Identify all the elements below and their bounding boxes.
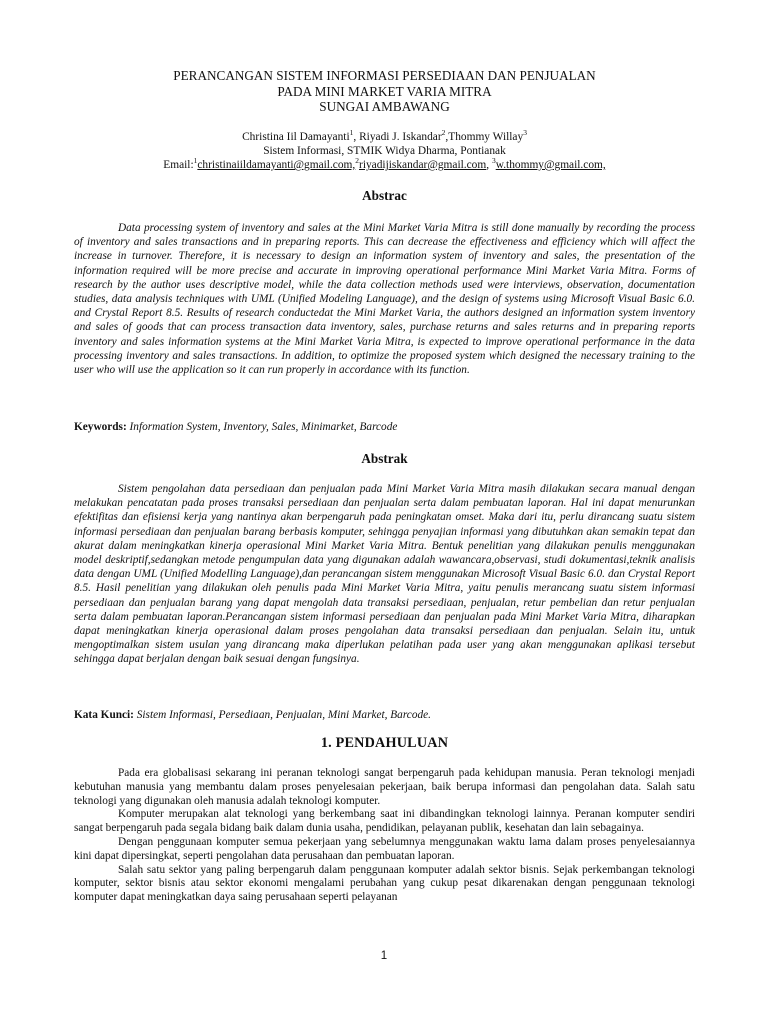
email-1-link[interactable]: christinaiildamayanti@gmail.com,: [197, 159, 356, 171]
affiliation: Sistem Informasi, STMIK Widya Dharma, Pontianak: [263, 145, 506, 157]
body-paragraph-2: Komputer merupakan alat teknologi yang berkembang saat ini dibandingkan teknologi lainnya. Peranan komputer sendiri sangat berpengaruh pada segala bidang baik dalam dunia usaha, pendidikan, pelayanan publik, kesehatan dan lain sebagainya.: [74, 808, 695, 835]
body-paragraph-1: Pada era globalisasi sekarang ini peranan teknologi sangat berpengaruh pada kehidupan manusia. Peran teknologi menjadi kebutuhan manusia yang membantu dalam proses penyelesaian pekerjaan, baik berupa informasi dan pengolahan data. Salah satu teknologi yang digunakan oleh manusia adalah teknologi komputer.: [74, 767, 695, 807]
email-3-link[interactable]: w.thommy@gmail.com,: [495, 159, 606, 171]
title-line-2: PADA MINI MARKET VARIA MITRA: [277, 83, 492, 99]
keywords-en: [74, 420, 695, 434]
author-1-sup: 1: [349, 128, 354, 138]
section-heading-pendahuluan: 1. PENDAHULUAN: [320, 735, 449, 751]
body-paragraph-4: Salah satu sektor yang paling berpengaruh dalam penggunaan komputer adalah sektor bisnis. Sejak perkembangan teknologi komputer, sektor bisnis atau sektor ekonomi mengalami perubahan yang cukup pesat dikarenakan dengan penggunaan teknologi komputer dapat meningkatkan daya saing perusahaan seperti pelayanan: [74, 863, 695, 904]
author-names: [74, 130, 695, 144]
abstract-id-text: Sistem pengolahan data persediaan dan penjualan pada Mini Market Varia Mitra masih dilakukan secara manual dengan melakukan pencatatan pada proses transaksi persediaan dan penjualan serta dalam pembuatan laporan. Hal ini dapat menurunkan efektifitas dan efisiensi kerja yang nantinya akan berpengaruh pada peningkatan omset. Maka dari itu, perlu dirancang suatu sistem informasi persediaan dan penjualan barang berbasis komputer, sehingga penyajian informasi yang dibutuhkan akan semakin tepat dan akurat dalam meningkatkan kinerja operasional Mini Market Varia Mitra. Bentuk penelitian yang dilakukan penulis menggunakan model deskriptif,sedangkan metode pengumpulan data yang digunakan adalah wawancara,observasi, studi dokumentasi,teknik analisis data dengan UML (Unified Modelling Language),dan perancangan sistem menggunakan Microsoft Visual Basic 6.0. dan Crystal Report 8.5. Hasil penelitian yang dilakukan oleh penulis pada Mini Market Varia Mitra, yaitu penulis merancang suatu sistem informasi persediaan dan penjualan barang yang dapat mengolah data transaksi persediaan, penjualan, retur pembelian dan retur penjualan serta dalam pembuatan laporan.Perancangan sistem informasi persediaan dan penjualan pada Mini Market Varia Mitra, diharapkan dapat meningkatkan kinerja operasional dalam proses pengolahan data transaksi persediaan dan penjualan. Selain itu, untuk mengoptimalkan sistem usulan yang dirancang maka diperlukan pelatihan pada user yang akan menggunakan aplikasi tersebut sehingga dapat berjalan dengan baik sesuai dengan fungsinya.: [74, 483, 695, 666]
email-1-sup: 1: [193, 156, 198, 166]
author-2: , Riyadi J. Iskandar: [353, 131, 442, 143]
keywords-id: [74, 708, 695, 722]
email-separator: ,: [486, 159, 492, 171]
abstract-id-heading: Abstrak: [361, 451, 408, 466]
author-1: Christina Iil Damayanti: [242, 131, 350, 143]
keywords-id-label: Kata Kunci:: [74, 709, 134, 721]
keywords-en-label: Keywords:: [74, 421, 127, 433]
email-2-link[interactable]: riyadijiskandar@gmail.com: [359, 159, 487, 171]
author-3: ,Thommy Willay: [445, 131, 524, 143]
abstract-en-text: Data processing system of inventory and sales at the Mini Market Varia Mitra is still done manually by recording the process of inventory and sales transactions and in preparing reports. This can decrease the effectiveness and efficiency which will affect the increase in turnover. Therefore, it is necessary to design an information system of inventory and sales, the presentation of the information required will be more precise and accurate in improving operational performance Mini Market Varia Mitra. Forms of research by the author uses descriptive model, while the data collection methods used were interviews, observation, documentation studies, data analysis techniques with UML (Unified Modeling Language), and the design of systems using Microsoft Visual Basic 6.0. and Crystal Report 8.5. Results of research conductedat the Mini Market Varia, the authors designed an information system inventory and sales of goods that can process transaction data inventory, sales, purchase returns and sales returns and in preparing reports inventory and sales information systems at the Mini Market Varia Mitra, is expected to improve operational performance in the data processing inventory and sales transactions. In addition, to optimize the proposed system which designed the necessary training to the user who will use the application so it can run properly in accordance with its function.: [74, 222, 695, 377]
paper-title: [74, 68, 695, 115]
email-3-sup: 3: [491, 156, 496, 166]
abstract-en-heading: Abstrac: [362, 188, 407, 203]
title-line-3: SUNGAI AMBAWANG: [319, 99, 450, 114]
keywords-id-values: Sistem Informasi, Persediaan, Penjualan, Mini Market, Barcode.: [133, 709, 431, 721]
title-line-1: PERANCANGAN SISTEM INFORMASI PERSEDIAAN DAN PENJUALAN: [173, 68, 596, 83]
keywords-en-values: Information System, Inventory, Sales, Minimarket, Barcode: [126, 421, 398, 433]
author-3-sup: 3: [523, 128, 527, 138]
author-block: [74, 130, 695, 172]
body-paragraph-3: Dengan penggunaan komputer semua pekerjaan yang sebelumnya menggunakan waktu lama dalam proses penyelesaiannya kini dapat dipersingkat, seperti pengolahan data perusahaan dan pembuatan laporan.: [74, 835, 695, 862]
email-2-sup: 2: [355, 156, 360, 166]
email-line: [74, 158, 695, 172]
author-2-sup: 2: [441, 128, 446, 138]
page-number: 1: [380, 950, 388, 962]
email-label: Email:: [163, 159, 194, 171]
section-body: [74, 767, 695, 905]
